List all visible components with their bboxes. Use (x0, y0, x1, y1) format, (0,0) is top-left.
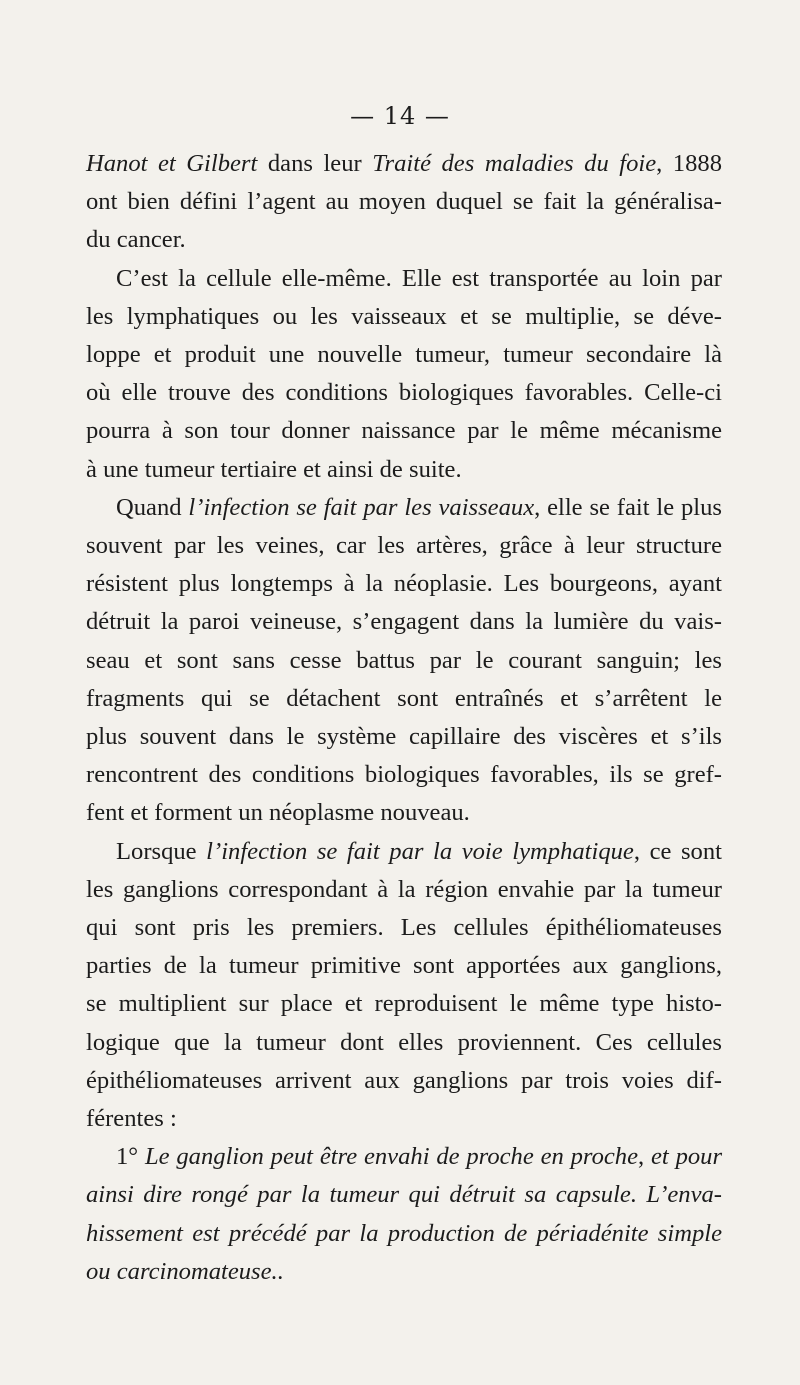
text-line (86, 145, 722, 183)
text-segment: 1° (116, 1143, 145, 1171)
text-segment: , ce sont (633, 837, 722, 865)
text-line (86, 794, 722, 832)
text-line (86, 527, 722, 565)
text-segment: férentes : (86, 1105, 177, 1133)
italic-text: l’infection se fait par la voie lymphatique (206, 837, 634, 865)
text-segment: qui sont pris les premiers. Les cellules épithéliomateuses (86, 914, 722, 942)
italic-text: Traité des maladies du foie (372, 150, 657, 177)
text-line (86, 565, 722, 603)
text-segment: fent et forment un néoplasme nouveau. (86, 799, 470, 827)
italic-text: l’infection se fait par les vaisseaux (188, 493, 535, 521)
text-line (86, 336, 722, 374)
text-line (86, 1100, 722, 1138)
text-segment: se multiplient sur place et reproduisent le même type histo- (86, 990, 722, 1018)
text-segment: , 1888 (656, 150, 722, 177)
text-segment: seau et sont sans cesse battus par le courant sanguin; les (86, 646, 722, 674)
text-line (86, 1024, 722, 1062)
text-segment: Lorsque (116, 837, 207, 865)
body-text (86, 145, 722, 1291)
italic-text: ainsi dire rongé par la tumeur qui détruit sa capsule. L’enva- (86, 1181, 722, 1209)
text-segment: dans leur (257, 150, 373, 177)
text-segment: , elle se fait le plus (534, 493, 722, 521)
text-segment: souvent par les veines, car les artères, grâce à leur structure (86, 532, 722, 560)
text-segment: rencontrent des conditions biologiques favorables, ils se gref- (86, 761, 722, 789)
page-number: — 14 — (350, 102, 450, 130)
text-line (86, 1138, 722, 1176)
text-segment: les ganglions correspondant à la région envahie par la tumeur (86, 875, 722, 903)
text-line (86, 833, 722, 871)
text-line (86, 412, 722, 450)
text-segment: parties de la tumeur primitive sont apportées aux ganglions, (86, 952, 722, 980)
text-segment: Quand (116, 493, 189, 521)
text-line (86, 909, 722, 947)
text-line (86, 985, 722, 1023)
text-segment: logique que la tumeur dont elles proviennent. Ces cellules (86, 1028, 722, 1056)
text-line (86, 183, 722, 221)
italic-text: et pour (651, 1143, 723, 1171)
text-line (86, 947, 722, 985)
italic-text: hissement est précédé par la production de périadénite simple (86, 1219, 722, 1247)
text-segment: loppe et produit une nouvelle tumeur, tumeur secondaire là (86, 341, 722, 369)
text-line (86, 1253, 722, 1291)
text-segment: épithéliomateuses arrivent aux ganglions par trois voies dif- (86, 1066, 722, 1094)
text-segment: détruit la paroi veineuse, s’engagent dans la lumière du vais- (86, 608, 722, 636)
text-line (86, 374, 722, 412)
italic-text: ou carcinomateuse.. (86, 1257, 284, 1285)
text-line (86, 1176, 722, 1214)
text-segment: résistent plus longtemps à la néoplasie. Les bourgeons, ayant (86, 570, 722, 598)
text-segment: où elle trouve des conditions biologiques favorables. Celle-ci (86, 379, 722, 407)
italic-text: Le ganglion peut être envahi de proche en proche (144, 1143, 639, 1171)
text-line (86, 756, 722, 794)
text-line (86, 718, 722, 756)
text-segment: fragments qui se détachent sont entraînés et s’arrêtent le (86, 684, 722, 712)
text-line (86, 489, 722, 527)
text-segment: , (638, 1143, 651, 1171)
text-line (86, 680, 722, 718)
text-line (86, 1215, 722, 1253)
text-segment: du cancer. (86, 226, 186, 254)
text-segment: pourra à son tour donner naissance par le même mécanisme (86, 417, 722, 445)
text-line (86, 451, 722, 489)
text-segment: ont bien défini l’agent au moyen duquel se fait la généralisa- (86, 188, 722, 216)
text-segment: C’est la cellule elle-même. Elle est transportée au loin par (116, 264, 722, 292)
text-line (86, 221, 722, 259)
italic-text: Hanot et Gilbert (86, 150, 258, 177)
text-segment: plus souvent dans le système capillaire des viscères et s’ils (86, 723, 722, 751)
text-line (86, 260, 722, 298)
text-line (86, 642, 722, 680)
text-line (86, 603, 722, 641)
text-line (86, 1062, 722, 1100)
text-line (86, 298, 722, 336)
text-segment: les lymphatiques ou les vaisseaux et se multiplie, se déve- (86, 302, 722, 330)
text-line (86, 871, 722, 909)
text-segment: à une tumeur tertiaire et ainsi de suite. (86, 455, 462, 483)
